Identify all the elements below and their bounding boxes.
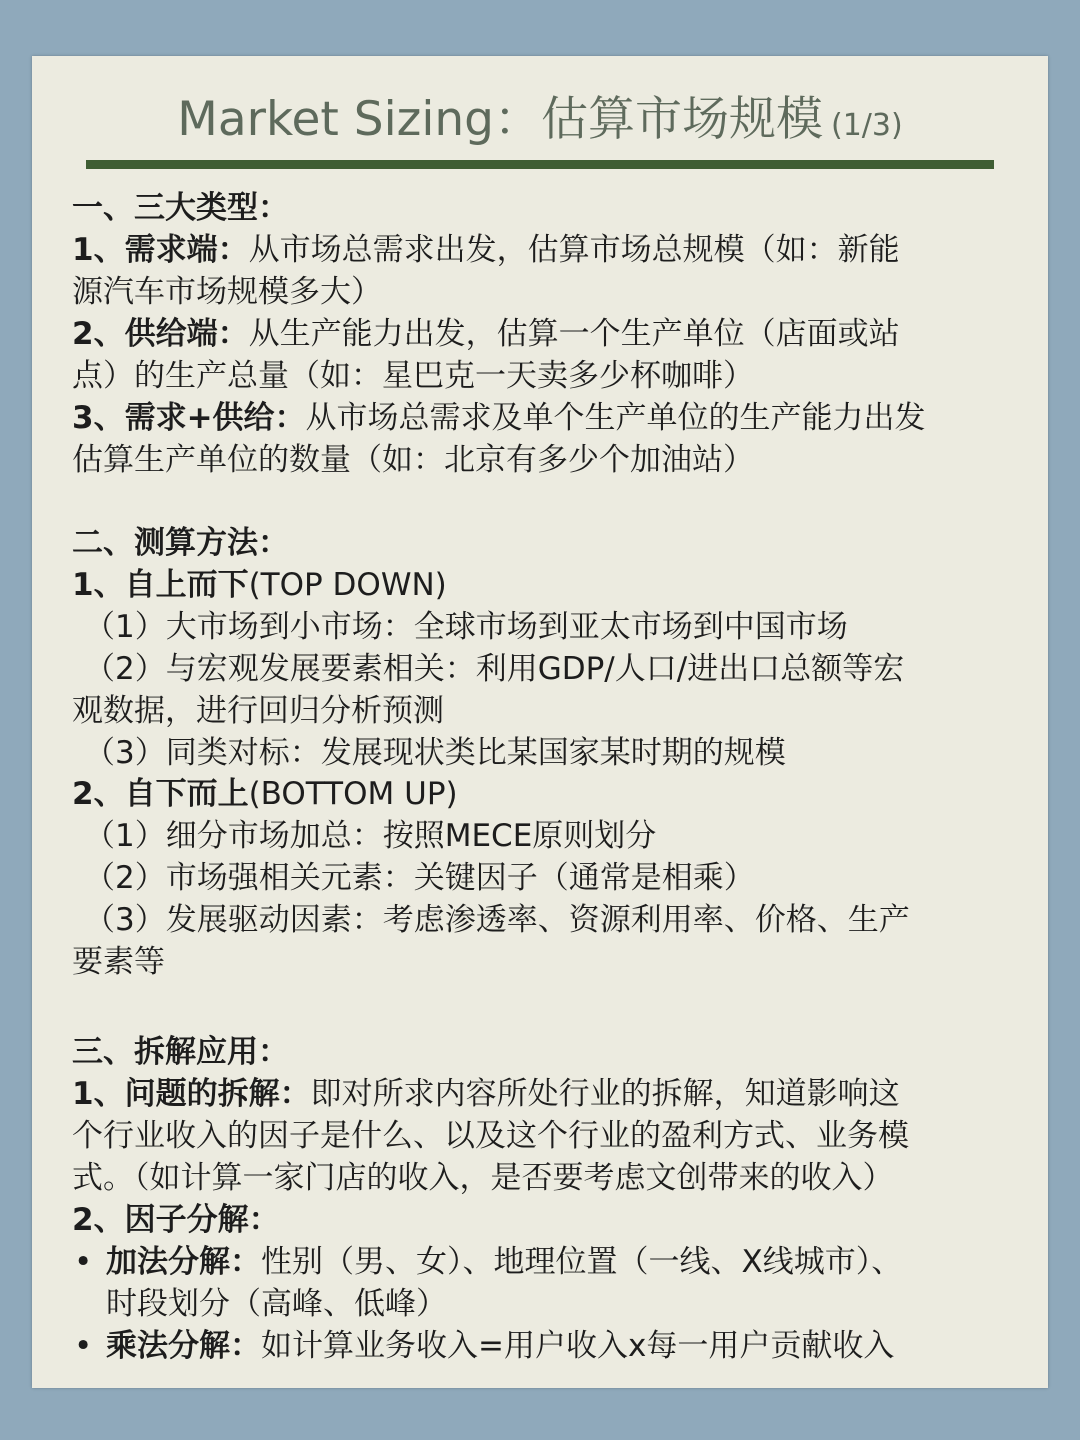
item-label: 3、需求+供给： xyxy=(72,400,306,436)
bullet-dot: • xyxy=(74,1244,93,1280)
section-heading-methods: 二、测算方法： xyxy=(72,525,289,561)
list-item: （1）细分市场加总：按照MECE原则划分 xyxy=(84,818,657,854)
list-item-continuation: 源汽车市场规模多大） xyxy=(72,274,382,310)
bullet-dot: • xyxy=(74,1328,93,1364)
list-item-continuation: 要素等 xyxy=(72,944,165,980)
list-item: 1、问题的拆解：即对所求内容所处行业的拆解，知道影响这 xyxy=(72,1076,900,1112)
section-heading-types: 一、三大类型： xyxy=(72,190,289,226)
list-item-continuation: 式。（如计算一家门店的收入，是否要考虑文创带来的收入） xyxy=(72,1160,894,1196)
list-item-continuation: 观数据，进行回归分析预测 xyxy=(72,693,444,729)
list-item: 2、因子分解： xyxy=(72,1202,280,1238)
title-part: (1/3) xyxy=(831,108,903,143)
method-heading-top-down: 1、自上而下(TOP DOWN) xyxy=(72,567,447,603)
list-item: （1）大市场到小市场：全球市场到亚太市场到中国市场 xyxy=(84,609,848,645)
title-main: Market Sizing：估算市场规模 xyxy=(177,92,824,147)
bullet-continuation: 时段划分（高峰、低峰） xyxy=(106,1286,447,1322)
section-heading-application: 三、拆解应用： xyxy=(72,1034,289,1070)
list-item: （2）与宏观发展要素相关：利用GDP/人口/进出口总额等宏 xyxy=(84,651,905,687)
method-heading-bottom-up: 2、自下而上(BOTTOM UP) xyxy=(72,776,458,812)
title-divider xyxy=(86,160,994,169)
item-label: 1、需求端： xyxy=(72,232,249,268)
bullet-label: 乘法分解： xyxy=(106,1328,261,1364)
page-title xyxy=(0,80,1080,160)
bullet-label: 加法分解： xyxy=(106,1244,261,1280)
list-item: （2）市场强相关元素：关键因子（通常是相乘） xyxy=(84,860,755,896)
list-item: （3）同类对标：发展现状类比某国家某时期的规模 xyxy=(84,735,786,771)
list-item: 3、需求+供给：从市场总需求及单个生产单位的生产能力出发 xyxy=(72,400,926,436)
list-item: （3）发展驱动因素：考虑渗透率、资源利用率、价格、生产 xyxy=(84,902,910,938)
list-item: 1、需求端：从市场总需求出发，估算市场总规模（如：新能 xyxy=(72,232,900,268)
list-item-continuation: 个行业收入的因子是什么、以及这个行业的盈利方式、业务模 xyxy=(72,1118,909,1154)
bullet-item: • 加法分解：性别（男、女）、地理位置（一线、X线城市）、 xyxy=(74,1241,1040,1283)
item-label: 2、供给端： xyxy=(72,316,249,352)
list-item-continuation: 估算生产单位的数量（如：北京有多少个加油站） xyxy=(72,442,754,478)
bullet-item: • 乘法分解：如计算业务收入=用户收入x每一用户贡献收入 xyxy=(74,1325,1040,1367)
list-item-continuation: 点）的生产总量（如：星巴克一天卖多少杯咖啡） xyxy=(72,358,754,394)
item-label: 1、问题的拆解： xyxy=(72,1076,311,1112)
list-item: 2、供给端：从生产能力出发，估算一个生产单位（店面或站 xyxy=(72,316,900,352)
